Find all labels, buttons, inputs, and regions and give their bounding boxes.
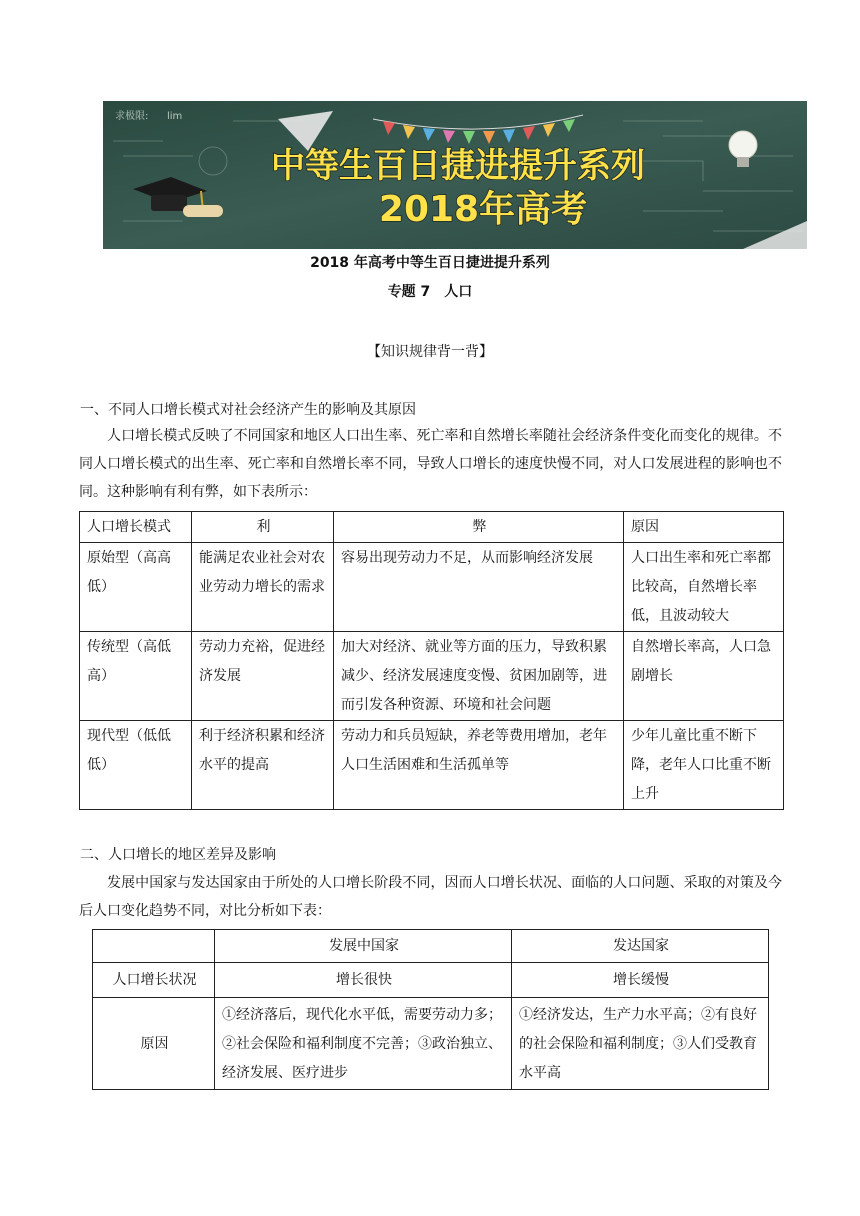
table-cell: 现代型（低低低） [80, 721, 192, 810]
table-cell: 传统型（高低高） [80, 632, 192, 721]
table-cell: 利于经济积累和经济水平的提高 [192, 721, 334, 810]
document-title: 2018 年高考中等生百日捷进提升系列 [310, 255, 550, 271]
chalk-text-1: 求极限: [115, 111, 149, 122]
part1-paragraph: 人口增长模式反映了不同国家和地区人口出生率、死亡率和自然增长率随社会经济条件变化而变化的规律。不同人口增长模式的出生率、死亡率和自然增长率不同，导致人口增长的速度快慢不同，对人口发展进程的影响也不同。这种影响有利有弊，如下表所示： [79, 428, 782, 500]
table-cell: 劳动力和兵员短缺，养老等费用增加，老年人口生活困难和生活孤单等 [334, 721, 624, 810]
table-header-cell: 人口增长模式 [80, 512, 192, 543]
table-cell: ①经济发达，生产力水平高；②有良好的社会保险和福利制度；③人们受教育水平高 [512, 998, 769, 1090]
table-cell: 原因 [93, 998, 215, 1090]
part1-heading: 一、不同人口增长模式对社会经济产生的影响及其原因 [80, 402, 416, 418]
regional-comparison-table [92, 929, 769, 1090]
banner-title-line2: 2018年高考 [378, 189, 588, 230]
topic-title: 专题 7 人口 [387, 284, 473, 300]
table-header-cell: 弊 [334, 512, 624, 543]
table-row [80, 632, 784, 721]
table-row [93, 998, 769, 1090]
table-cell: 少年儿童比重不断下降，老年人口比重不断上升 [624, 721, 784, 810]
table-row [93, 963, 769, 998]
chalk-text-2: lim [167, 111, 183, 122]
population-model-table [79, 511, 784, 810]
section-label: 【知识规律背一背】 [367, 344, 493, 360]
banner-graphic [103, 101, 807, 249]
table-cell: 人口增长状况 [93, 963, 215, 998]
table-header-cell [93, 930, 215, 963]
header-banner [103, 101, 807, 249]
table-cell: 劳动力充裕，促进经济发展 [192, 632, 334, 721]
table-cell: 增长很快 [215, 963, 512, 998]
table-cell: 原始型（高高低） [80, 543, 192, 632]
table-header-cell: 发展中国家 [215, 930, 512, 963]
table-cell: 人口出生率和死亡率都比较高，自然增长率低，且波动较大 [624, 543, 784, 632]
table-header-row [80, 512, 784, 543]
part2-heading: 二、人口增长的地区差异及影响 [80, 847, 276, 863]
table-cell: 自然增长率高，人口急剧增长 [624, 632, 784, 721]
table-row [80, 721, 784, 810]
table-cell: 加大对经济、就业等方面的压力，导致积累减少、经济发展速度变慢、贫困加剧等，进而引发各种资源、环境和社会问题 [334, 632, 624, 721]
table-cell: 增长缓慢 [512, 963, 769, 998]
table-cell: 能满足农业社会对农业劳动力增长的需求 [192, 543, 334, 632]
table-cell: 容易出现劳动力不足，从而影响经济发展 [334, 543, 624, 632]
table-header-cell: 原因 [624, 512, 784, 543]
part2-paragraph: 发展中国家与发达国家由于所处的人口增长阶段不同，因而人口增长状况、面临的人口问题、采取的对策及今后人口变化趋势不同，对比分析如下表： [79, 875, 782, 919]
table-row [80, 543, 784, 632]
table-header-cell: 发达国家 [512, 930, 769, 963]
table-header-cell: 利 [192, 512, 334, 543]
table-cell: ①经济落后，现代化水平低，需要劳动力多；②社会保险和福利制度不完善；③政治独立、经济发展、医疗进步 [215, 998, 512, 1090]
table-header-row [93, 930, 769, 963]
banner-title-line1: 中等生百日捷进提升系列 [271, 146, 645, 186]
